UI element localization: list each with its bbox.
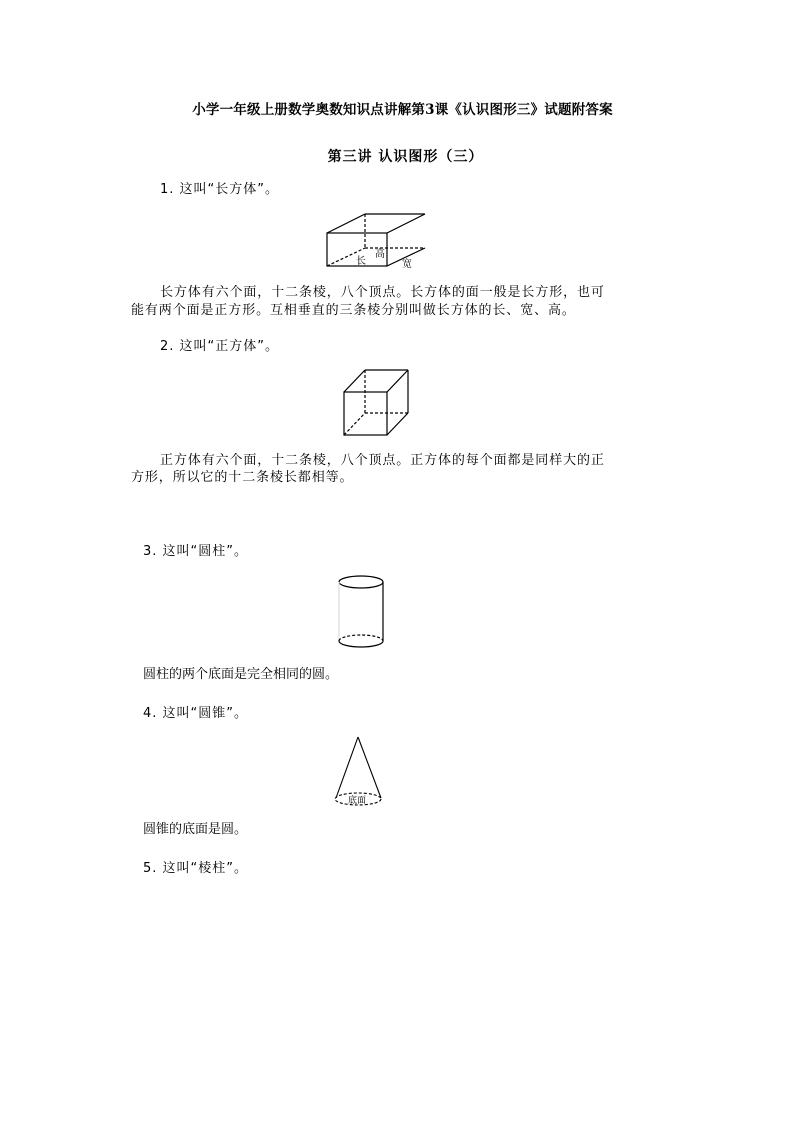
cylinder-figure [339,576,383,647]
section-2-text-line-2: 方形，所以它的十二条棱长都相等。 [131,470,354,485]
lesson-subtitle: 第三讲 认识图形（三） [327,149,484,165]
section-2-heading: 2. 这叫“正方体”。 [160,339,280,354]
section-5-heading: 5. 这叫“棱柱”。 [143,861,249,876]
section-3-text: 圆柱的两个底面是完全相同的圆。 [143,667,339,682]
section-1-text-line-1: 长方体有六个面，十二条棱，八个顶点。长方体的面一般是长方形，也可 [160,285,605,300]
section-4-heading: 4. 这叫“圆锥”。 [143,706,249,721]
cuboid-length-label: 长 [356,256,366,267]
cuboid-height-label: 高 [375,249,385,260]
section-1-text-line-2: 能有两个面是正方形。互相垂直的三条棱分别叫做长方体的长、宽、高。 [131,303,576,318]
cone-base-label: 底面 [348,796,367,806]
document-title: 小学一年级上册数学奥数知识点讲解第3课《认识图形三》试题附答案 [192,102,613,118]
cube-figure [344,370,408,435]
section-1-heading: 1. 这叫“长方体”。 [160,182,280,197]
section-4-text: 圆锥的底面是圆。 [143,822,248,837]
cuboid-width-label: 宽 [402,259,412,270]
section-2-text-line-1: 正方体有六个面，十二条棱，八个顶点。正方体的每个面都是同样大的正 [160,453,605,468]
section-3-heading: 3. 这叫“圆柱”。 [143,544,249,559]
